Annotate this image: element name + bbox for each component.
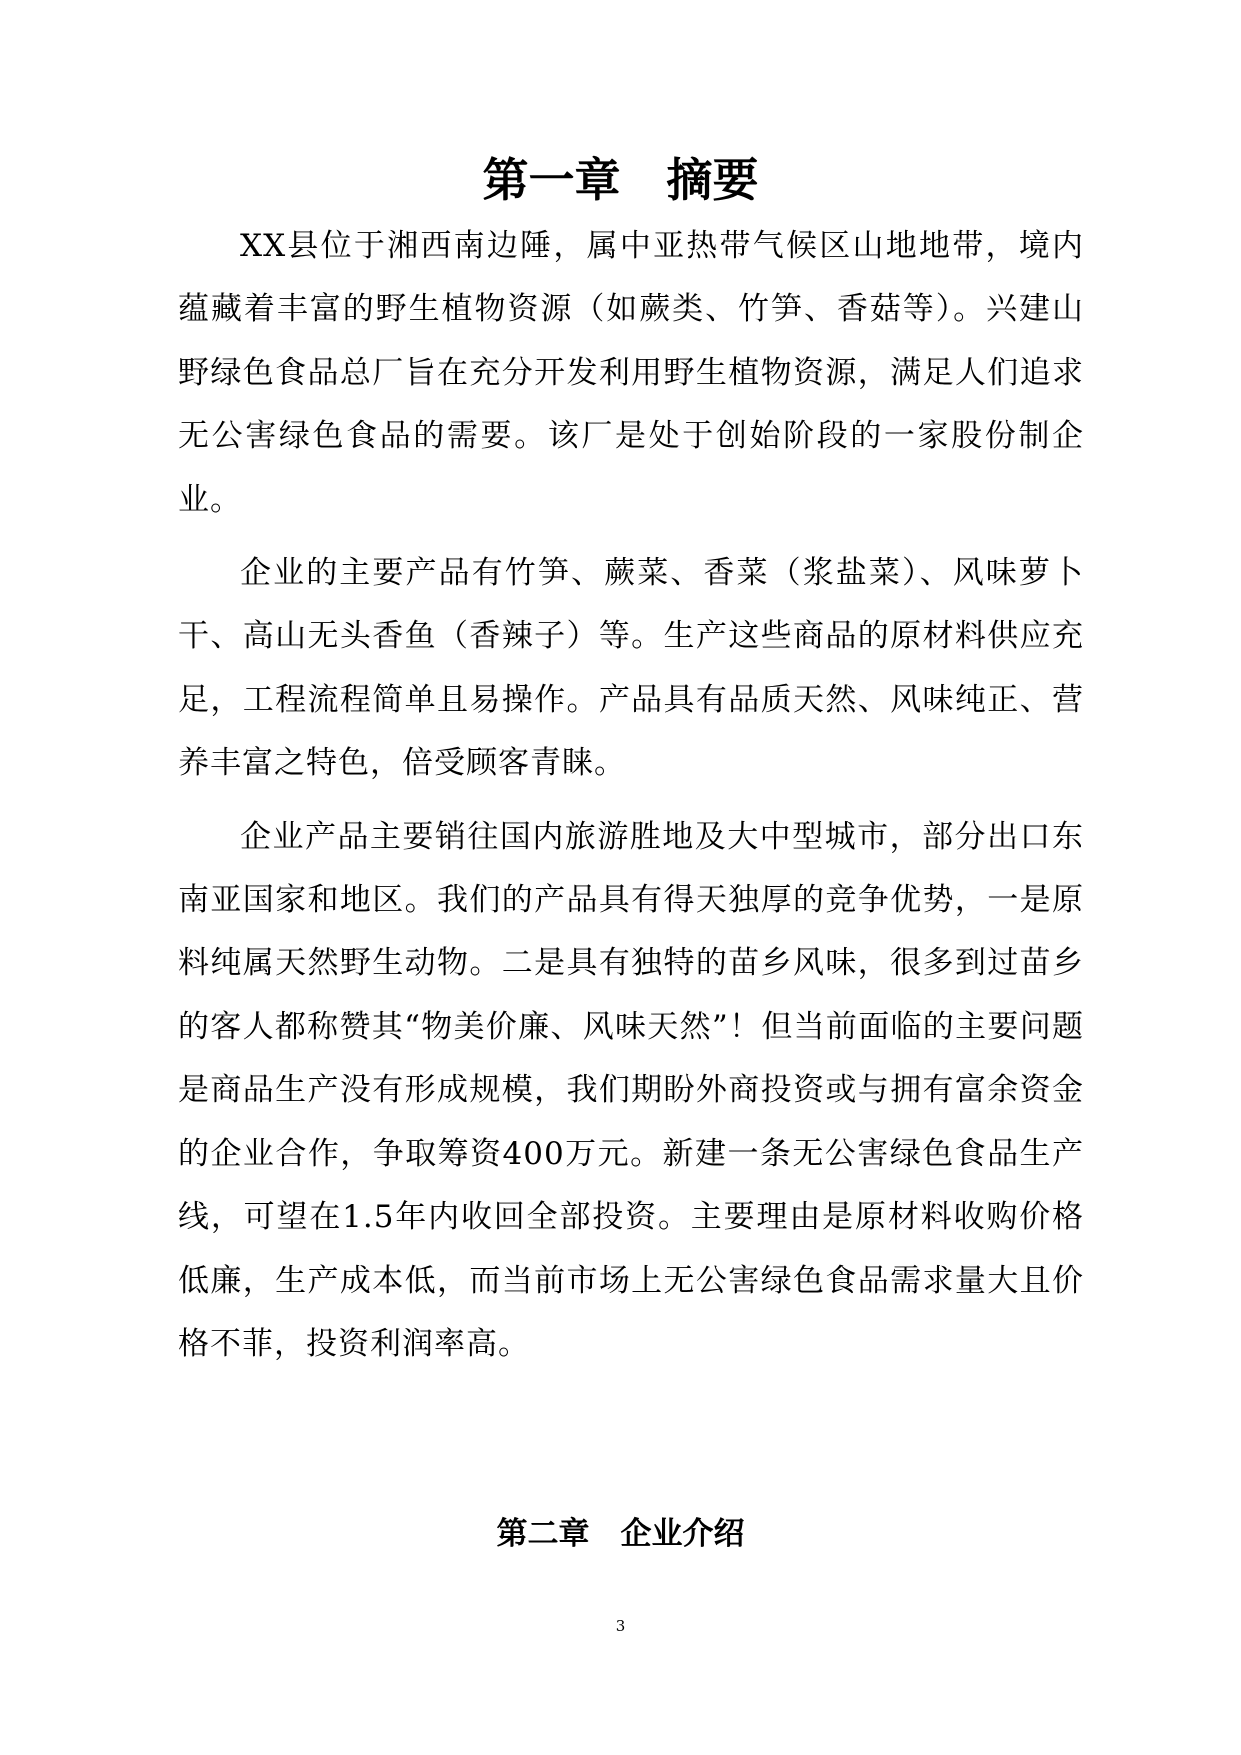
chapter-2-title: 第二章 企业介绍 (496, 1516, 745, 1552)
paragraph-3: 企业产品主要销往国内旅游胜地及大中型城市，部分出口东南亚国家和地区。我们的产品具有得天独厚的竞争优势，一是原料纯属天然野生动物。二是具有独特的苗乡风味，很多到过苗乡的客人都称赞其“物美价廉、风味天然”！但当前面临的主要问题是商品生产没有形成规模，我们期盼外商投资或与拥有富余资金的企业合作，争取筹资400万元。新建一条无公害绿色食品生产线，可望在1.5年内收回全部投资。主要理由是原材料收购价格低廉，生产成本低，而当前市场上无公害绿色食品需求量大且价格不菲，投资利润率高。 (178, 818, 1084, 1362)
paragraph-1: XX县位于湘西南边陲，属中亚热带气候区山地地带，境内蕴藏着丰富的野生植物资源（如蕨类、竹笋、香菇等）。兴建山野绿色食品总厂旨在充分开发利用野生植物资源，满足人们追求无公害绿色食品的需要。该厂是处于创始阶段的一家股份制企业。 (178, 228, 1084, 518)
chapter-1-title: 第一章 摘要 (482, 153, 759, 207)
page-number: 3 (615, 1617, 626, 1635)
paragraph-2: 企业的主要产品有竹笋、蕨菜、香菜（浆盐菜）、风味萝卜干、高山无头香鱼（香辣子）等。生产这些商品的原材料供应充足，工程流程简单且易操作。产品具有品质天然、风味纯正、营养丰富之特色，倍受顾客青睐。 (178, 555, 1084, 782)
chapter-1-body (178, 215, 1084, 1386)
